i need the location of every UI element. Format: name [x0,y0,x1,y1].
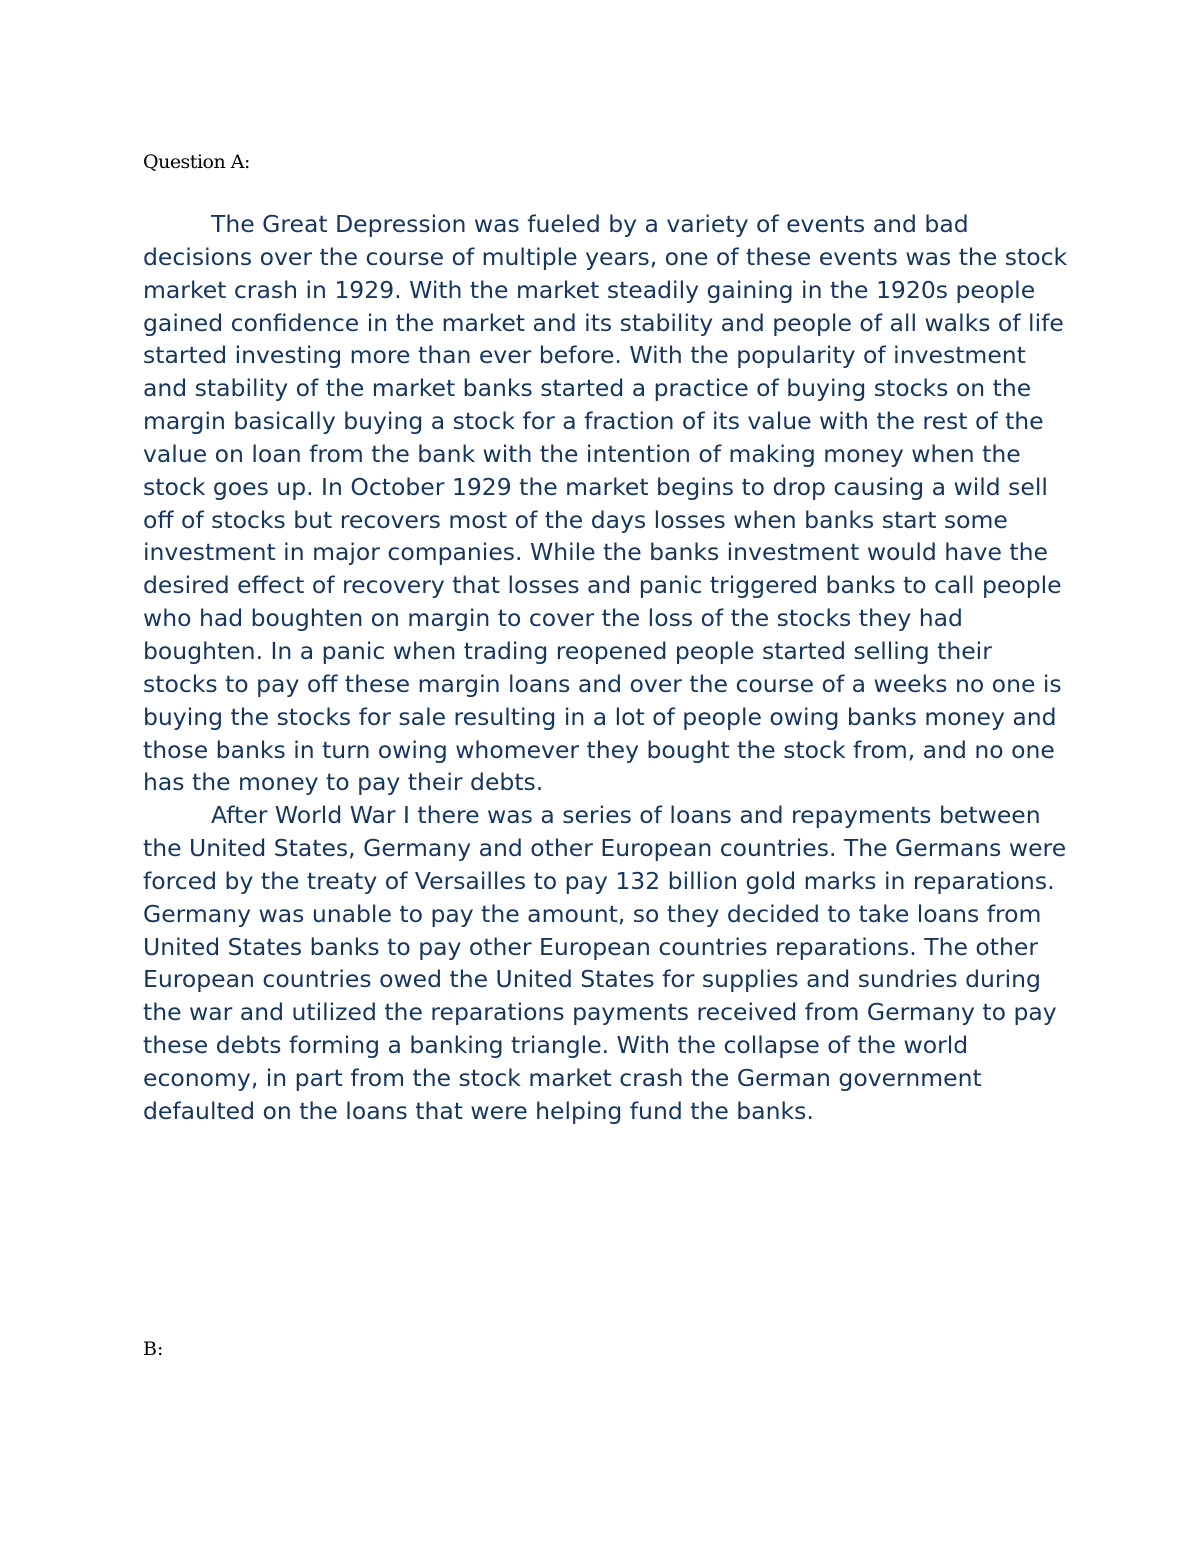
question-a-label: Question A: [143,151,250,173]
essay-body [143,208,1068,1128]
paragraph-war-reparations: After World War I there was a series of loans and repayments between the United States, Germany and other European countries. The Germans were forced by the treaty of Versailles to pay 132 billion gold marks in reparations. Germany was unable to pay the amount, so they decided to take loans from United States banks to pay other European countries reparations. The other European countries owed the United States for supplies and sundries during the war and utilized the reparations payments received from Germany to pay these debts forming a banking triangle. With the collapse of the world economy, in part from the stock market crash the German government defaulted on the loans that were helping fund the banks. [143,801,1067,1125]
question-b-label: B: [143,1338,164,1360]
paragraph-stock-market-crash: The Great Depression was fueled by a variety of events and bad decisions over the course of multiple years, one of these events was the stock market crash in 1929. With the market steadily gaining in the 1920s people gained confidence in the market and its stability and people of all walks of life started investing more than ever before. With the popularity of investment and stability of the market banks started a practice of buying stocks on the margin basically buying a stock for a fraction of its value with the rest of the value on loan from the bank with the intention of making money when the stock goes up. In October 1929 the market begins to drop causing a wild sell off of stocks but recovers most of the days losses when banks start some investment in major companies. While the banks investment would have the desired effect of recovery that losses and panic triggered banks to call people who had boughten on margin to cover the loss of the stocks they had boughten. In a panic when trading reopened people started selling their stocks to pay off these margin loans and over the course of a weeks no one is buying the stocks for sale resulting in a lot of people owing banks money and those banks in turn owing whomever they bought the stock from, and no one has the money to pay their debts. [143,210,1068,797]
